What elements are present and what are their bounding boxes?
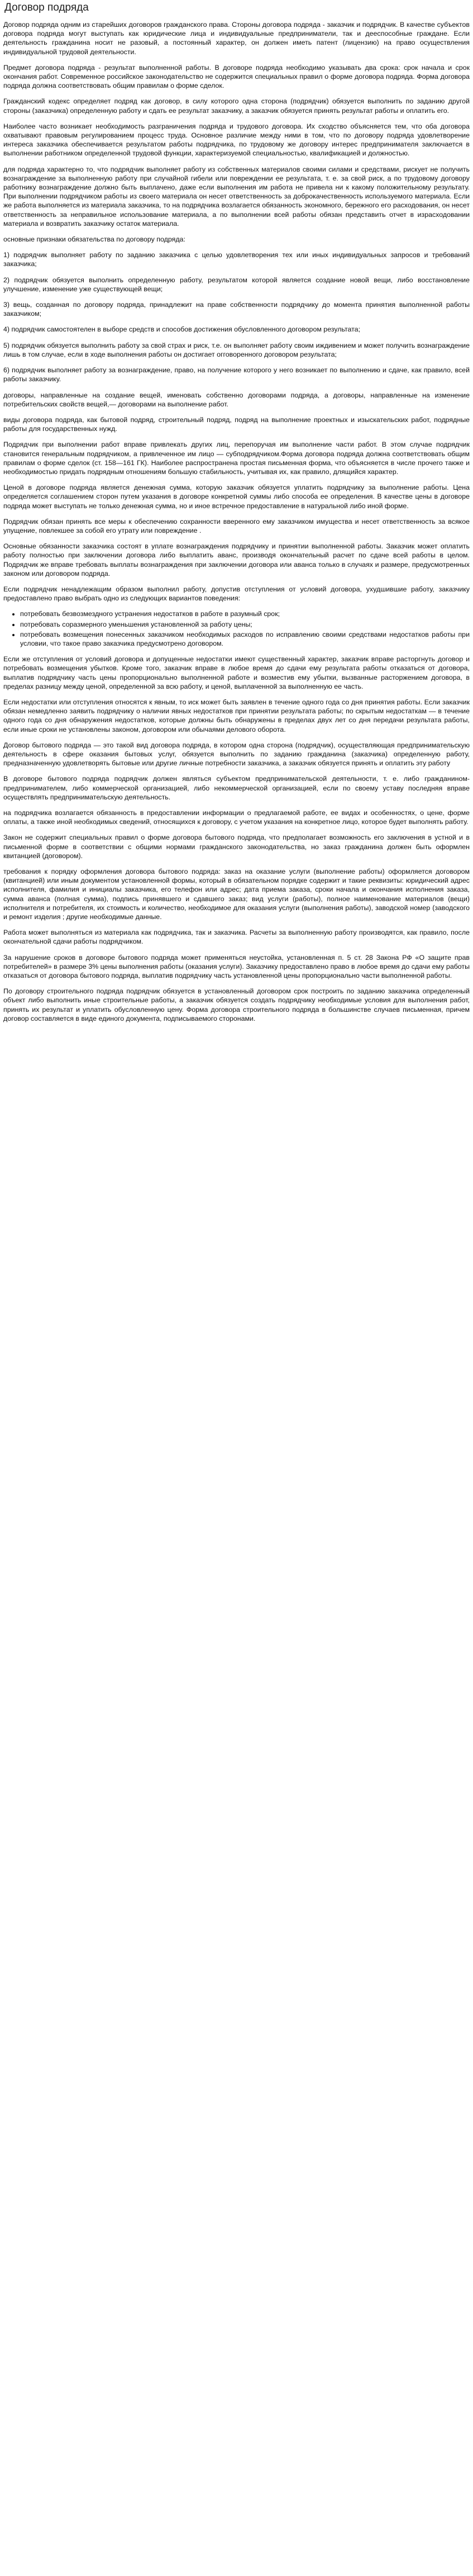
paragraph: Закон не содержит специальных правил о форме договора бытового подряда, что предполагает возможность его заключения в устной и в письменной форме в соответствии с общими нормами гражданского законодательства, но заказ гражданина должен быть оформлен квитанцией (договором). (3, 834, 470, 860)
paragraph: Договор подряда одним из старейших договоров гражданского права. Стороны договора подряда - заказчик и подрядчик. В качестве субъектов договора подряда могут выступать как юридические лица и индивидуальные предприниматели, так и дееспособные граждане. Если деятельность гражданина носит не разовый, а постоянный характер, он должен иметь патент (лицензию) на право осуществления индивидуальной трудовой деятельности. (3, 21, 470, 56)
paragraph: Наиболее часто возникает необходимость разграничения подряда и трудового договора. Их сходство объясняется тем, что оба договора охватывают правовым регулированием процесс труда. Основное различие между ними в том, что по договору подряда удовлетворение интереса заказчика обеспечивается результатом работы подрядчика, по трудовому же договору интерес предпринимателя заключается в выполнении работником определенной трудовой функции, характеризуемой специальностью, квалификацией и должностью. (3, 122, 470, 158)
paragraph: договоры, направленные на создание вещей, именовать собственно договорами подряда, а договоры, направленные на изменение потребительских свойств вещей,— договорами на выполнение работ. (3, 391, 470, 408)
paragraph: Если же отступления от условий договора и допущенные недостатки имеют существенный характер, заказчик вправе расторгнуть договор и потребовать возмещения убытков. Кроме того, заказчик вправе в любое время до сдачи ему результата работы отказаться от договора, выплатив подрядчику часть цены пропорционально выполненной работе и возместив ему убытки, вызванные расторжением договора, в пределах разницу между ценой, определенной за всю работу, и ценой, выплаченной за выполненную ее часть. (3, 655, 470, 690)
paragraph: Если недостатки или отступления относятся к явным, то иск может быть заявлен в течение одного года со дня принятия работы. Если заказчик обязан немедленно заявить подрядчику о наличии явных недостатков при принятии результата работы; по скрытым недостаткам — в течение одного года со дня обнаружения недостатков, которые должны быть обнаружены в пределах двух лет со дня передачи результата работы, если иные сроки не установлены законом, договором или обычаями делового оборота. (3, 698, 470, 733)
numbered-item: 1) подрядчик выполняет работу по заданию заказчика с целью удовлетворения тех или иных индивидуальных запросов и требований заказчика; (3, 251, 470, 268)
numbered-item: 3) вещь, созданная по договору подряда, принадлежит на праве собственности подрядчику до момента принятия выполненной работы заказчиком; (3, 301, 470, 318)
paragraph: Договор бытового подряда — это такой вид договора подряда, в котором одна сторона (подрядчик), осуществляющая предпринимательскую деятельность в сфере оказания бытовых услуг, обязуется выполнить по заданию гражданина (заказчика) определенную работу, предназначенную удовлетворять бытовые или другие личные потребности заказчика, а заказчик обязуется принять и оплатить эту работу (3, 741, 470, 768)
paragraph: Основные обязанности заказчика состоят в уплате вознаграждения подрядчику и принятии выполненной работы. Заказчик может оплатить работу полностью при заключении договора либо выплатить аванс, производя окончательный расчет по сдаче всей работы в целом. Подрядчик же вправе требовать выплаты вознаграждения при заключении договора или аванса только в случаях и размере, предусмотренных законом или договором подряда. (3, 542, 470, 577)
list-item: • потребовать соразмерного уменьшения установленной за работу цены; (20, 620, 470, 629)
numbered-item: 5) подрядчик обязуется выполнить работу за свой страх и риск, т.е. он выполняет работу своим иждивением и может получить вознаграждение лишь в том случае, если в ходе выполнения работы он достигает огговоренного договором результата; (3, 341, 470, 358)
paragraph: Подрядчик при выполнении работ вправе привлекать других лиц, перепоручая им выполнение части работ. В этом случае подрядчик становится генеральным подрядчиком, а привлеченное им лицо — субподрядчиком.Форма договора подряда должна соответствовать общим правилам о форме сделок (ст. 158—161 ГК). Наиболее распространена простая письменная форма, что объясняется в числе прочего также и необходимостью придать подрядным отношениям большую стабильность, учитывая их, как правило, длящийся характер. (3, 441, 470, 476)
paragraph: Гражданский кодекс определяет подряд как договор, в силу которого одна сторона (подрядчик) обязуется выполнить по заданию другой стороны (заказчика) определенную работу и сдать ее результат заказчику, а заказчик обязуется принять результат работы и оплатить его. (3, 97, 470, 115)
page-title: Договор подряда (4, 2, 89, 13)
paragraph: Предмет договора подряда - результат выполненной работы. В договоре подряда необходимо указывать два срока: срок начала и срок окончания работ. Современное российское законодательство не содержится специальных правил о форме договора подряда. Форма договора подряда должна соответствовать общим правилам о форме сделок. (3, 63, 470, 90)
paragraph: Работа может выполняться из материала как подрядчика, так и заказчика. Расчеты за выполненную работу производятся, как правило, после окончательной сдачи работы подрядчиком. (3, 929, 470, 946)
paragraph: Если подрядчик ненадлежащим образом выполнил работу, допустив отступления от условий договора, ухудшившие работу, заказчику предоставлено право выбрать одно из следующих вариантов поведения: (3, 585, 470, 603)
paragraph: По договору строительного подряда подрядчик обязуется в установленный договором срок построить по заданию заказчика определенный объект либо выполнить иные строительные работы, а заказчик обязуется создать подрядчику необходимые условия для выполнения работ, принять их результат и уплатить обусловленную цену. Форма договора строительного подряда в большинстве случаев письменная, причем договор составляется в виде единого документа, подписываемого сторонами. (3, 987, 470, 1022)
paragraph: на подрядчика возлагается обязанность в предоставлении информации о предлагаемой работе, ее видах и особенностях, о цене, форме оплаты, а также иной необходимых сведений, относящихся к договору, с учетом указания на конкретное лицо, которое будет выполнять работу. (3, 809, 470, 826)
paragraph: для подряда характерно то, что подрядчик выполняет работу из собственных материалов своими силами и средствами, рискует не получить вознаграждение за выполненную работу при случайной гибели или повреждении ее результата, т. е. за свой риск, а по трудовому договору работнику вознаграждение должно быть выплачено, даже если выполнения им работа не привела ни к какому положительному результату. При выполнении подрядчиком работы из своего материала он несет ответственность за доброкачественность используемого материала. Если же работа выполняется из материала заказчика, то на подрядчика возлагается обязанность экономного, бережного его расходования, он несет ответственность за неправильное использование материала, а по выполнении всей работы обязан представить отчет в израсходовании материала и возвратить заказчику остаток материала. (3, 165, 470, 228)
paragraph: виды договора подряда, как бытовой подряд, строительный подряд, подряд на выполнение проектных и изыскательских работ, подрядные работы для государственных нужд. (3, 415, 470, 433)
paragraph: Подрядчик обязан принять все меры к обеспечению сохранности вверенного ему заказчиком имущества и несет ответственность за всякое упущение, повлекшее за собой его утрату или повреждение . (3, 517, 470, 534)
numbered-item: 4) подрядчик самостоятелен в выборе средств и способов достижения обусловленного договором результата; (3, 325, 361, 334)
list-item: • потребовать безвозмездного устранения недостатков в работе в разумный срок; (20, 609, 470, 618)
paragraph: В договоре бытового подряда подрядчик должен являться субъектом предпринимательской деятельности, т. е. либо гражданином-предпринимателем, либо коммерческой организацией, либо некоммерческой организацией, если по своему уставу последняя вправе осуществлять предпринимательскую деятельность. (3, 775, 470, 801)
document-body (3, 20, 470, 1023)
numbered-item: 2) подрядчик обязуется выполнить определенную работу, результатом которой является создание новой вещи, либо восстановление улучшение, изменение уже существующей вещи; (3, 276, 470, 293)
paragraph: Ценой в договоре подряда является денежная сумма, которую заказчик обязуется уплатить подрядчику за выполнение работы. Цена определяется соглашением сторон путем указания в договоре конкретной суммы либо способа ее определения. В качестве цены в договоре подряда может выступать не только денежная сумма, но и иное встречное предоставление в натуральной либо иной форме. (3, 484, 470, 510)
numbered-item: 6) подрядчик выполняет работу за вознаграждение, право, на получение которого у него возникает по выполнению и сдаче, как правило, всей работы заказчику. (3, 366, 470, 383)
list-item: • потребовать возмещения понесенных заказчиком необходимых расходов по исправлению своими средствами недостатков работы при условии, что такое право заказчика предусмотрено договором. (20, 630, 470, 648)
paragraph: За нарушение сроков в договоре бытового подряда может применяться неустойка, установленная п. 5 ст. 28 Закона РФ «О защите прав потребителей» в размере 3% цены выполнения работы (оказания услуги). Заказчику предоставлено право в любое время до сдачи ему работы отказаться от договора бытового подряда, выплатив подрядчику часть установленной цены пропорционально части выполненной работы. (3, 953, 470, 980)
paragraph: основные признаки обязательства по договору подряда: (3, 235, 185, 244)
paragraph: требования к порядку оформления договора бытового подряда: заказ на оказание услуги (выполнение работы) оформляется договором (квитанцией) или иным документом установленной формы, который в обязательном порядке содержит и такие реквизиты: юридический адрес исполнителя, фамилия и инициалы заказчика, его телефон или адрес; дата приема заказа, сроки начала и окончания исполнения заказа, сумма аванса (полная сумма), подпись принявшего и сдавшего заказ; вид услуги (работы), полное наименование материалов (вещи) исполнителя и потребителя, их стоимость и количество, необходимое для оказания услуги (выполнения работы), заводской номер (заводского и ремонт изделия ; другие необходимые данные. (3, 868, 470, 921)
bullet-list (3, 609, 470, 648)
